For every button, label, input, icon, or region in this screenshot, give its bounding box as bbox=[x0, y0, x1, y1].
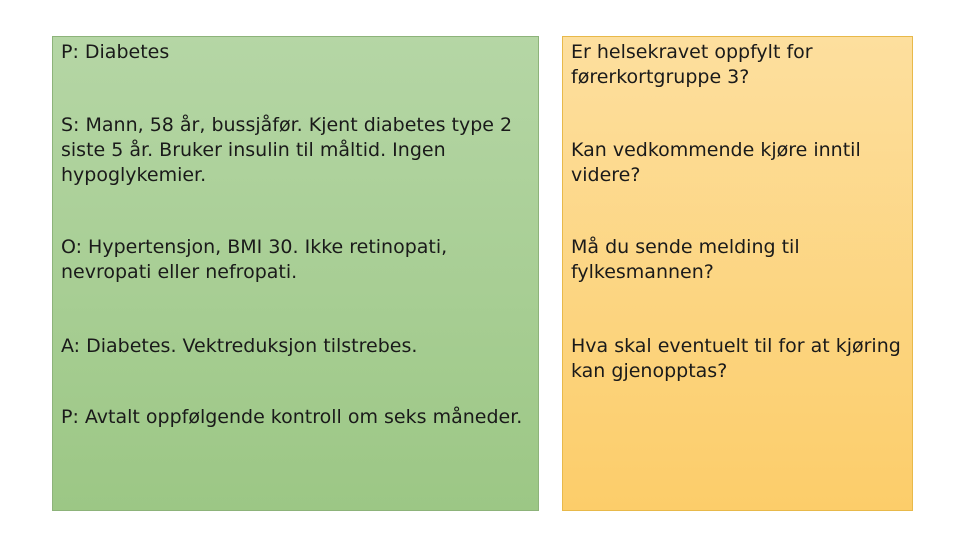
soap-subjective: S: Mann, 58 år, bussjåfør. Kjent diabetes type 2 siste 5 år. Bruker insulin til måltid. Ingen hypoglykemier. bbox=[61, 114, 513, 186]
question-notify-governor: Må du sende melding til fylkesmannen? bbox=[571, 236, 800, 283]
question-resume-driving: Hva skal eventuelt til for at kjøring kan gjenopptas? bbox=[571, 335, 901, 382]
soap-assessment: A: Diabetes. Vektreduksjon tilstrebes. bbox=[61, 335, 418, 357]
question-continue-driving: Kan vedkommende kjøre inntil videre? bbox=[571, 139, 861, 186]
soap-plan: P: Avtalt oppfølgende kontroll om seks måneder. bbox=[61, 406, 523, 428]
question-health-requirement: Er helsekravet oppfylt for førerkortgruppe 3? bbox=[571, 41, 813, 88]
soap-objective: O: Hypertensjon, BMI 30. Ikke retinopati, nevropati eller nefropati. bbox=[61, 236, 448, 283]
soap-problem: P: Diabetes bbox=[61, 41, 170, 63]
